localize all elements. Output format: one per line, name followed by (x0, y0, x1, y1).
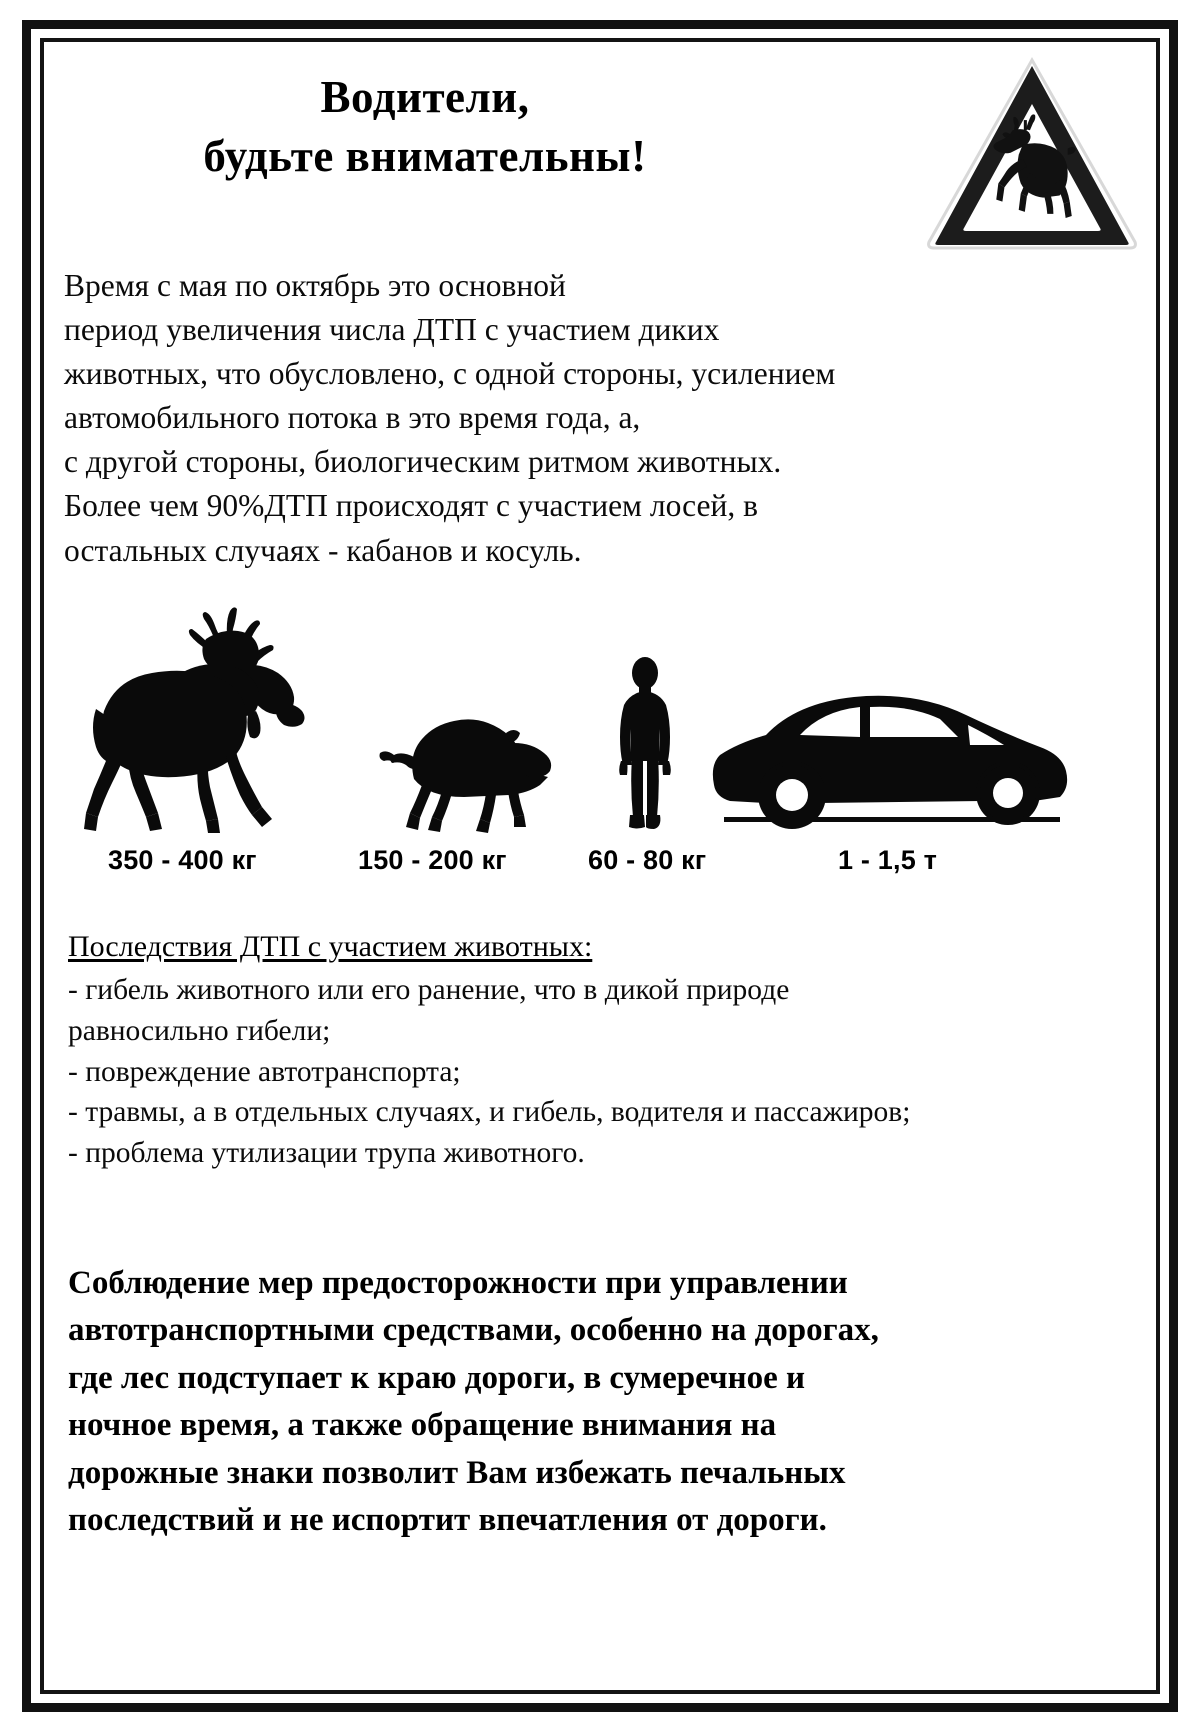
consequences-list (68, 970, 1142, 1174)
intro-line-3: животных, что обусловлено, с одной стороны, усилением (64, 356, 836, 392)
closing-line-2: автотранспортными средствами, особенно на дорогах, (68, 1312, 879, 1349)
list-item (68, 1133, 1142, 1174)
weight-label-boar: 150 - 200 кг (358, 844, 507, 875)
consequence-1-line-2: равносильно гибели; (68, 1014, 331, 1047)
consequences-section (58, 927, 1142, 1174)
intro-line-1: Время с мая по октябрь это основной (64, 268, 566, 303)
weight-labels-row (58, 845, 1142, 895)
closing-line-1: Соблюдение мер предосторожности при управлении (68, 1264, 848, 1301)
intro-line-7: остальных случаях - кабанов и косуль. (64, 532, 582, 568)
consequence-2-line-1: - повреждение автотранспорта; (68, 1055, 461, 1088)
intro-line-2: период увеличения числа ДТП с участием диких (64, 312, 720, 348)
intro-line-5: с другой стороны, биологическим ритмом животных. (64, 444, 782, 480)
consequences-heading: Последствия ДТП с участием животных: (68, 929, 593, 963)
closing-line-4: ночное время, а также обращение внимания на (68, 1407, 777, 1444)
title-line-1: Водители, (320, 72, 530, 122)
consequence-4-line-1: - проблема утилизации трупа животного. (68, 1137, 585, 1170)
weight-label-car: 1 - 1,5 т (838, 844, 938, 875)
weight-label-person: 60 - 80 кг (588, 844, 707, 875)
intro-line-6: Более чем 90%ДТП происходят с участием лосей, в (64, 488, 758, 524)
wild-animals-crossing-warning-sign-icon (926, 56, 1138, 252)
intro-paragraph (58, 264, 1142, 573)
closing-paragraph (58, 1260, 1142, 1545)
closing-line-3: где лес подступает к краю дороги, в сумеречное и (68, 1359, 806, 1396)
size-comparison-row (58, 599, 1142, 835)
list-item (68, 1092, 1142, 1133)
list-item (68, 970, 1142, 1051)
closing-line-6: последствий и не испортит впечатления от дороги. (68, 1502, 827, 1539)
poster-header (58, 52, 1142, 264)
consequence-3-line-1: - травмы, а в отдельных случаях, и гибель, водителя и пассажиров; (68, 1096, 911, 1129)
moose-silhouette-icon (66, 599, 316, 835)
consequence-1-line-1: - гибель животного или его ранение, что в дикой природе (68, 974, 790, 1007)
list-item (68, 1052, 1142, 1093)
poster-content (58, 52, 1142, 1680)
person-silhouette-icon (606, 657, 684, 835)
car-silhouette-icon (704, 675, 1074, 835)
page-title (80, 68, 770, 187)
title-line-2: будьте внимательны! (203, 131, 647, 182)
boar-silhouette-icon (368, 685, 558, 835)
closing-line-5: дорожные знаки позволит Вам избежать печальных (68, 1454, 846, 1491)
intro-line-4: автомобильного потока в это время года, а, (64, 400, 641, 436)
weight-label-moose: 350 - 400 кг (108, 844, 257, 875)
